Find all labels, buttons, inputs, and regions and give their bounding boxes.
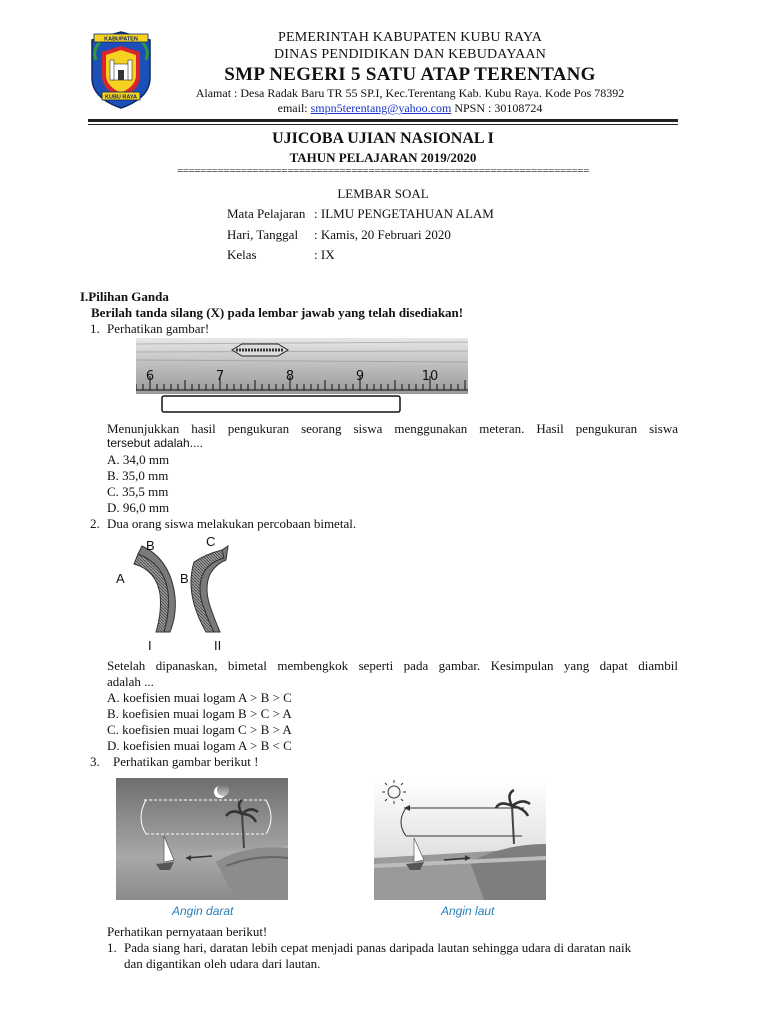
q1-number: 1. [90, 321, 100, 336]
q3-statement-1-cont: dan digantikan oleh udara dari lautan. [124, 956, 321, 971]
exam-year: TAHUN PELAJARAN 2019/2020 [289, 150, 477, 165]
email-label: email: [277, 101, 311, 115]
email-link[interactable]: smpn5terentang@yahoo.com [310, 101, 452, 115]
bimetal-label-i: I [148, 638, 152, 653]
logo-bottom-text: KUBU RAYA [105, 94, 137, 101]
school-name: SMP NEGERI 5 SATU ATAP TERENTANG [224, 64, 596, 85]
dept-line: DINAS PENDIDIKAN DAN KEBUDAYAAN [273, 47, 547, 62]
info-label-subject: Mata Pelajaran [227, 206, 306, 221]
sheet-title: LEMBAR SOAL [337, 186, 429, 201]
q2-option-d[interactable]: D. koefisien muai logam A > B < C [107, 738, 292, 753]
q2-prompt: Dua orang siswa melakukan percobaan bimetal. [107, 516, 357, 531]
bimetal-label-c: C [206, 534, 216, 549]
info-value-class: : IX [314, 247, 335, 262]
q2-option-a[interactable]: A. koefisien muai logam A > B > C [107, 690, 292, 705]
bimetal-image [110, 532, 260, 656]
q2-stem-cont: adalah ... [107, 674, 154, 689]
bimetal-label-ii: II [214, 638, 222, 653]
bimetal-label-b2: B [180, 571, 189, 586]
bimetal-label-b1: B [146, 538, 155, 553]
info-label-class: Kelas [227, 247, 257, 262]
q1-option-d[interactable]: D. 96,0 mm [107, 500, 170, 515]
q3-statement-1: Pada siang hari, daratan lebih cepat menjadi panas daripada lautan sehingga udara di daratan naik [124, 940, 632, 955]
caption-sea-breeze: Angin laut [441, 904, 495, 918]
exam-title: UJICOBA UJIAN NASIONAL I [272, 130, 494, 147]
ruler-label-8: 8 [285, 369, 295, 384]
section-title: I.Pilihan Ganda [80, 289, 169, 304]
caption-land-breeze: Angin darat [172, 904, 234, 918]
q1-prompt: Perhatikan gambar! [107, 321, 210, 336]
q3-prompt: Perhatikan gambar berikut ! [113, 754, 259, 769]
bimetal-label-a: A [116, 571, 125, 586]
logo-top-text: KABUPATEN [104, 36, 138, 43]
q3-number: 3. [90, 754, 100, 769]
header-rule-thin [88, 124, 678, 125]
separator-line: ======================================================================= [176, 165, 590, 177]
ruler-image [136, 338, 468, 414]
section-instruction: Berilah tanda silang (X) pada lembar jawab yang telah disediakan! [91, 305, 464, 320]
q1-stem: Menunjukkan hasil pengukuran seorang siswa menggunakan meteran. Hasil pengukuran siswa [107, 421, 678, 436]
q2-option-c[interactable]: C. koefisien muai logam C > B > A [107, 722, 292, 737]
info-value-subject: : ILMU PENGETAHUAN ALAM [314, 206, 494, 221]
info-label-date: Hari, Tanggal [227, 227, 299, 242]
q1-option-a[interactable]: A. 34,0 mm [107, 452, 170, 467]
gov-line: PEMERINTAH KABUPATEN KUBU RAYA [277, 30, 543, 45]
header-rule-thick [88, 119, 678, 122]
ruler-label-10: 10 [421, 369, 439, 384]
ruler-label-7: 7 [215, 369, 225, 384]
q3-statement-intro: Perhatikan pernyataan berikut! [107, 924, 268, 939]
q3-statement-1-number: 1. [107, 940, 117, 955]
q1-option-c[interactable]: C. 35,5 mm [107, 484, 169, 499]
land-breeze-image [116, 778, 288, 900]
ruler-label-6: 6 [145, 369, 155, 384]
q1-stem-cont: tersebut adalah.... [107, 436, 204, 450]
q2-stem: Setelah dipanaskan, bimetal membengkok seperti pada gambar. Kesimpulan yang dapat diambil [107, 658, 678, 673]
school-address: Alamat : Desa Radak Baru TR 55 SP.I, Kec.Terentang Kab. Kubu Raya. Kode Pos 78392 [195, 86, 625, 100]
q2-number: 2. [90, 516, 100, 531]
npsn-text: NPSN : 30108724 [451, 101, 543, 115]
q1-option-b[interactable]: B. 35,0 mm [107, 468, 169, 483]
q2-option-b[interactable]: B. koefisien muai logam B > C > A [107, 706, 292, 721]
contact-line [160, 101, 660, 116]
school-logo [88, 30, 154, 110]
info-value-date: : Kamis, 20 Februari 2020 [314, 227, 451, 242]
ruler-label-9: 9 [355, 369, 365, 384]
measured-object [162, 396, 400, 412]
sea-breeze-image [374, 778, 546, 900]
